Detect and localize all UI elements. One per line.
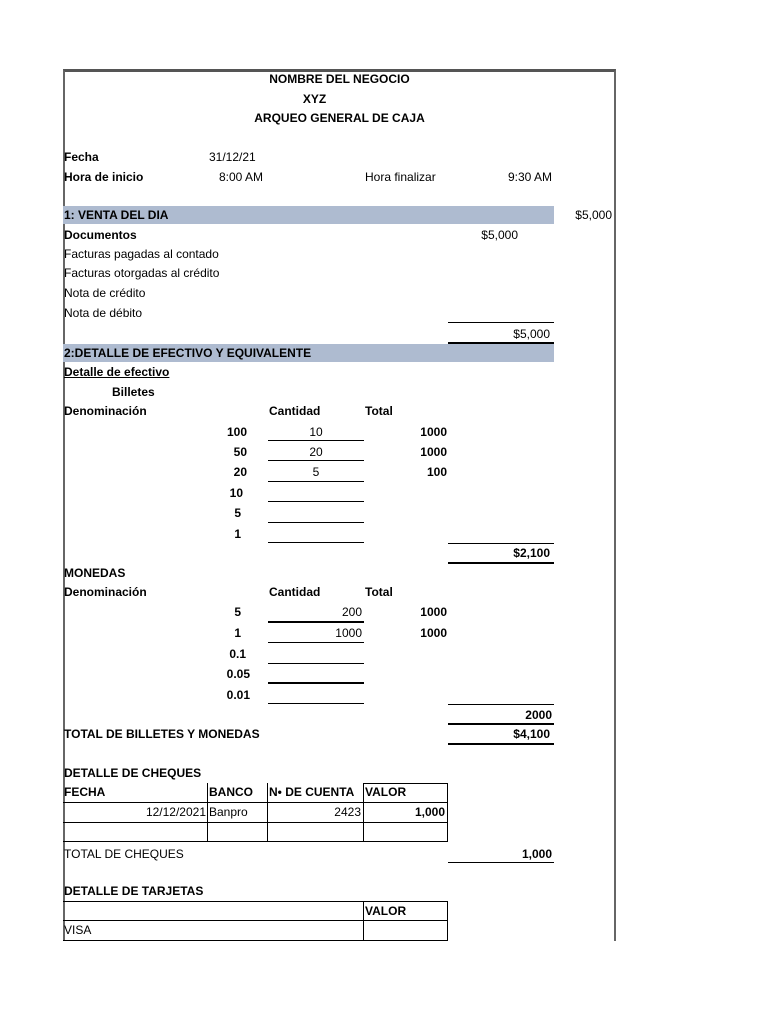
card-name: VISA xyxy=(64,923,92,937)
bill-denom: 1 xyxy=(234,527,241,541)
cards-title: DETALLE DE TARJETAS xyxy=(64,884,204,898)
grid-line xyxy=(447,901,448,940)
bills-label: Billetes xyxy=(112,385,155,399)
divider xyxy=(448,322,554,323)
bill-total: 100 xyxy=(426,465,447,479)
end-time-label: Hora finalizar xyxy=(365,170,436,184)
coins-col-total: Total xyxy=(365,585,393,599)
cash-detail-label: Detalle de efectivo xyxy=(64,365,170,379)
start-time-value: 8:00 AM xyxy=(219,170,264,184)
cash-total-label: TOTAL DE BILLETES Y MONEDAS xyxy=(64,727,260,741)
bill-qty: 5 xyxy=(312,465,320,479)
coins-col-qty: Cantidad xyxy=(269,585,321,599)
sales-item: Facturas otorgadas al crédito xyxy=(64,266,220,280)
divider xyxy=(268,501,364,502)
cards-col-value: VALOR xyxy=(365,904,407,918)
bill-denom: 5 xyxy=(234,506,241,520)
divider xyxy=(268,481,364,482)
sales-item: Nota de débito xyxy=(64,306,143,320)
coin-denom: 0.05 xyxy=(226,667,250,681)
coins-label: MONEDAS xyxy=(64,566,126,580)
checks-col-value: VALOR xyxy=(365,785,407,799)
bill-total: 1000 xyxy=(420,425,447,439)
business-name: XYZ xyxy=(302,92,327,106)
bill-total: 1000 xyxy=(420,445,447,459)
coin-total: 1000 xyxy=(420,626,447,640)
grid-line xyxy=(63,822,448,823)
coin-denom: 0.1 xyxy=(229,647,246,661)
divider xyxy=(448,862,554,863)
bill-qty: 10 xyxy=(309,425,323,439)
end-time-value: 9:30 AM xyxy=(507,170,552,184)
report-title: ARQUEO GENERAL DE CAJA xyxy=(254,111,425,125)
checks-col-account: N• DE CUENTA xyxy=(269,785,355,799)
bill-qty: 20 xyxy=(309,445,323,459)
divider xyxy=(448,562,554,564)
divider xyxy=(268,522,364,523)
grid-line xyxy=(207,783,208,841)
sales-outside-total: $5,000 xyxy=(575,208,612,222)
sales-subtotal: $5,000 xyxy=(513,327,550,341)
divider xyxy=(448,723,554,725)
check-bank: Banpro xyxy=(209,805,248,819)
checks-col-bank: BANCO xyxy=(209,785,253,799)
divider xyxy=(268,440,364,441)
checks-total-value: 1,000 xyxy=(521,847,552,861)
check-value: 1,000 xyxy=(414,805,445,819)
checks-title: DETALLE DE CHEQUES xyxy=(64,766,202,780)
bills-col-qty: Cantidad xyxy=(269,404,321,418)
divider xyxy=(268,460,364,461)
documents-value: $5,000 xyxy=(481,228,518,242)
grid-line xyxy=(363,901,364,940)
bill-denom: 20 xyxy=(233,465,247,479)
grid-line xyxy=(363,783,448,784)
divider xyxy=(268,621,364,623)
section-title-sales: 1: VENTA DEL DIA xyxy=(64,208,169,222)
grid-line xyxy=(447,783,448,841)
bills-col-total: Total xyxy=(365,404,393,418)
coin-denom: 5 xyxy=(234,605,241,619)
coin-denom: 0.01 xyxy=(226,688,250,702)
coins-col-denom: Denominación xyxy=(64,585,147,599)
bills-col-denom: Denominación xyxy=(64,404,147,418)
divider xyxy=(448,704,554,705)
grid-line xyxy=(63,920,448,921)
divider xyxy=(268,682,364,684)
divider xyxy=(448,543,554,544)
bill-denom: 10 xyxy=(229,486,243,500)
grid-line xyxy=(267,783,268,841)
date-label: Fecha xyxy=(64,150,99,164)
check-account: 2423 xyxy=(334,805,361,819)
start-time-label: Hora de inicio xyxy=(64,170,144,184)
sales-item: Facturas pagadas al contado xyxy=(64,247,219,261)
coins-subtotal: 2000 xyxy=(525,708,552,722)
grid-line xyxy=(63,802,448,803)
documents-label: Documentos xyxy=(64,228,137,242)
bill-denom: 50 xyxy=(233,445,247,459)
divider xyxy=(268,703,364,704)
divider xyxy=(268,663,364,664)
cash-total-value: $4,100 xyxy=(513,727,550,741)
check-date: 12/12/2021 xyxy=(145,805,206,819)
date-value: 31/12/21 xyxy=(209,150,256,164)
coin-qty: 200 xyxy=(341,605,362,619)
checks-total-label: TOTAL DE CHEQUES xyxy=(64,847,184,861)
coin-qty: 1000 xyxy=(335,626,362,640)
sales-item: Nota de crédito xyxy=(64,286,146,300)
coin-denom: 1 xyxy=(234,626,241,640)
grid-line xyxy=(63,940,448,941)
grid-line xyxy=(63,841,448,842)
divider xyxy=(268,542,364,543)
grid-line xyxy=(363,783,364,841)
bills-subtotal: $2,100 xyxy=(513,546,550,560)
section-title-cash: 2:DETALLE DE EFECTIVO Y EQUIVALENTE xyxy=(64,346,312,360)
coin-total: 1000 xyxy=(420,605,447,619)
checks-col-date: FECHA xyxy=(64,785,106,799)
business-label: NOMBRE DEL NEGOCIO xyxy=(269,72,410,86)
bill-denom: 100 xyxy=(226,425,247,439)
divider xyxy=(448,743,554,745)
divider xyxy=(268,642,364,643)
grid-line xyxy=(63,901,448,902)
